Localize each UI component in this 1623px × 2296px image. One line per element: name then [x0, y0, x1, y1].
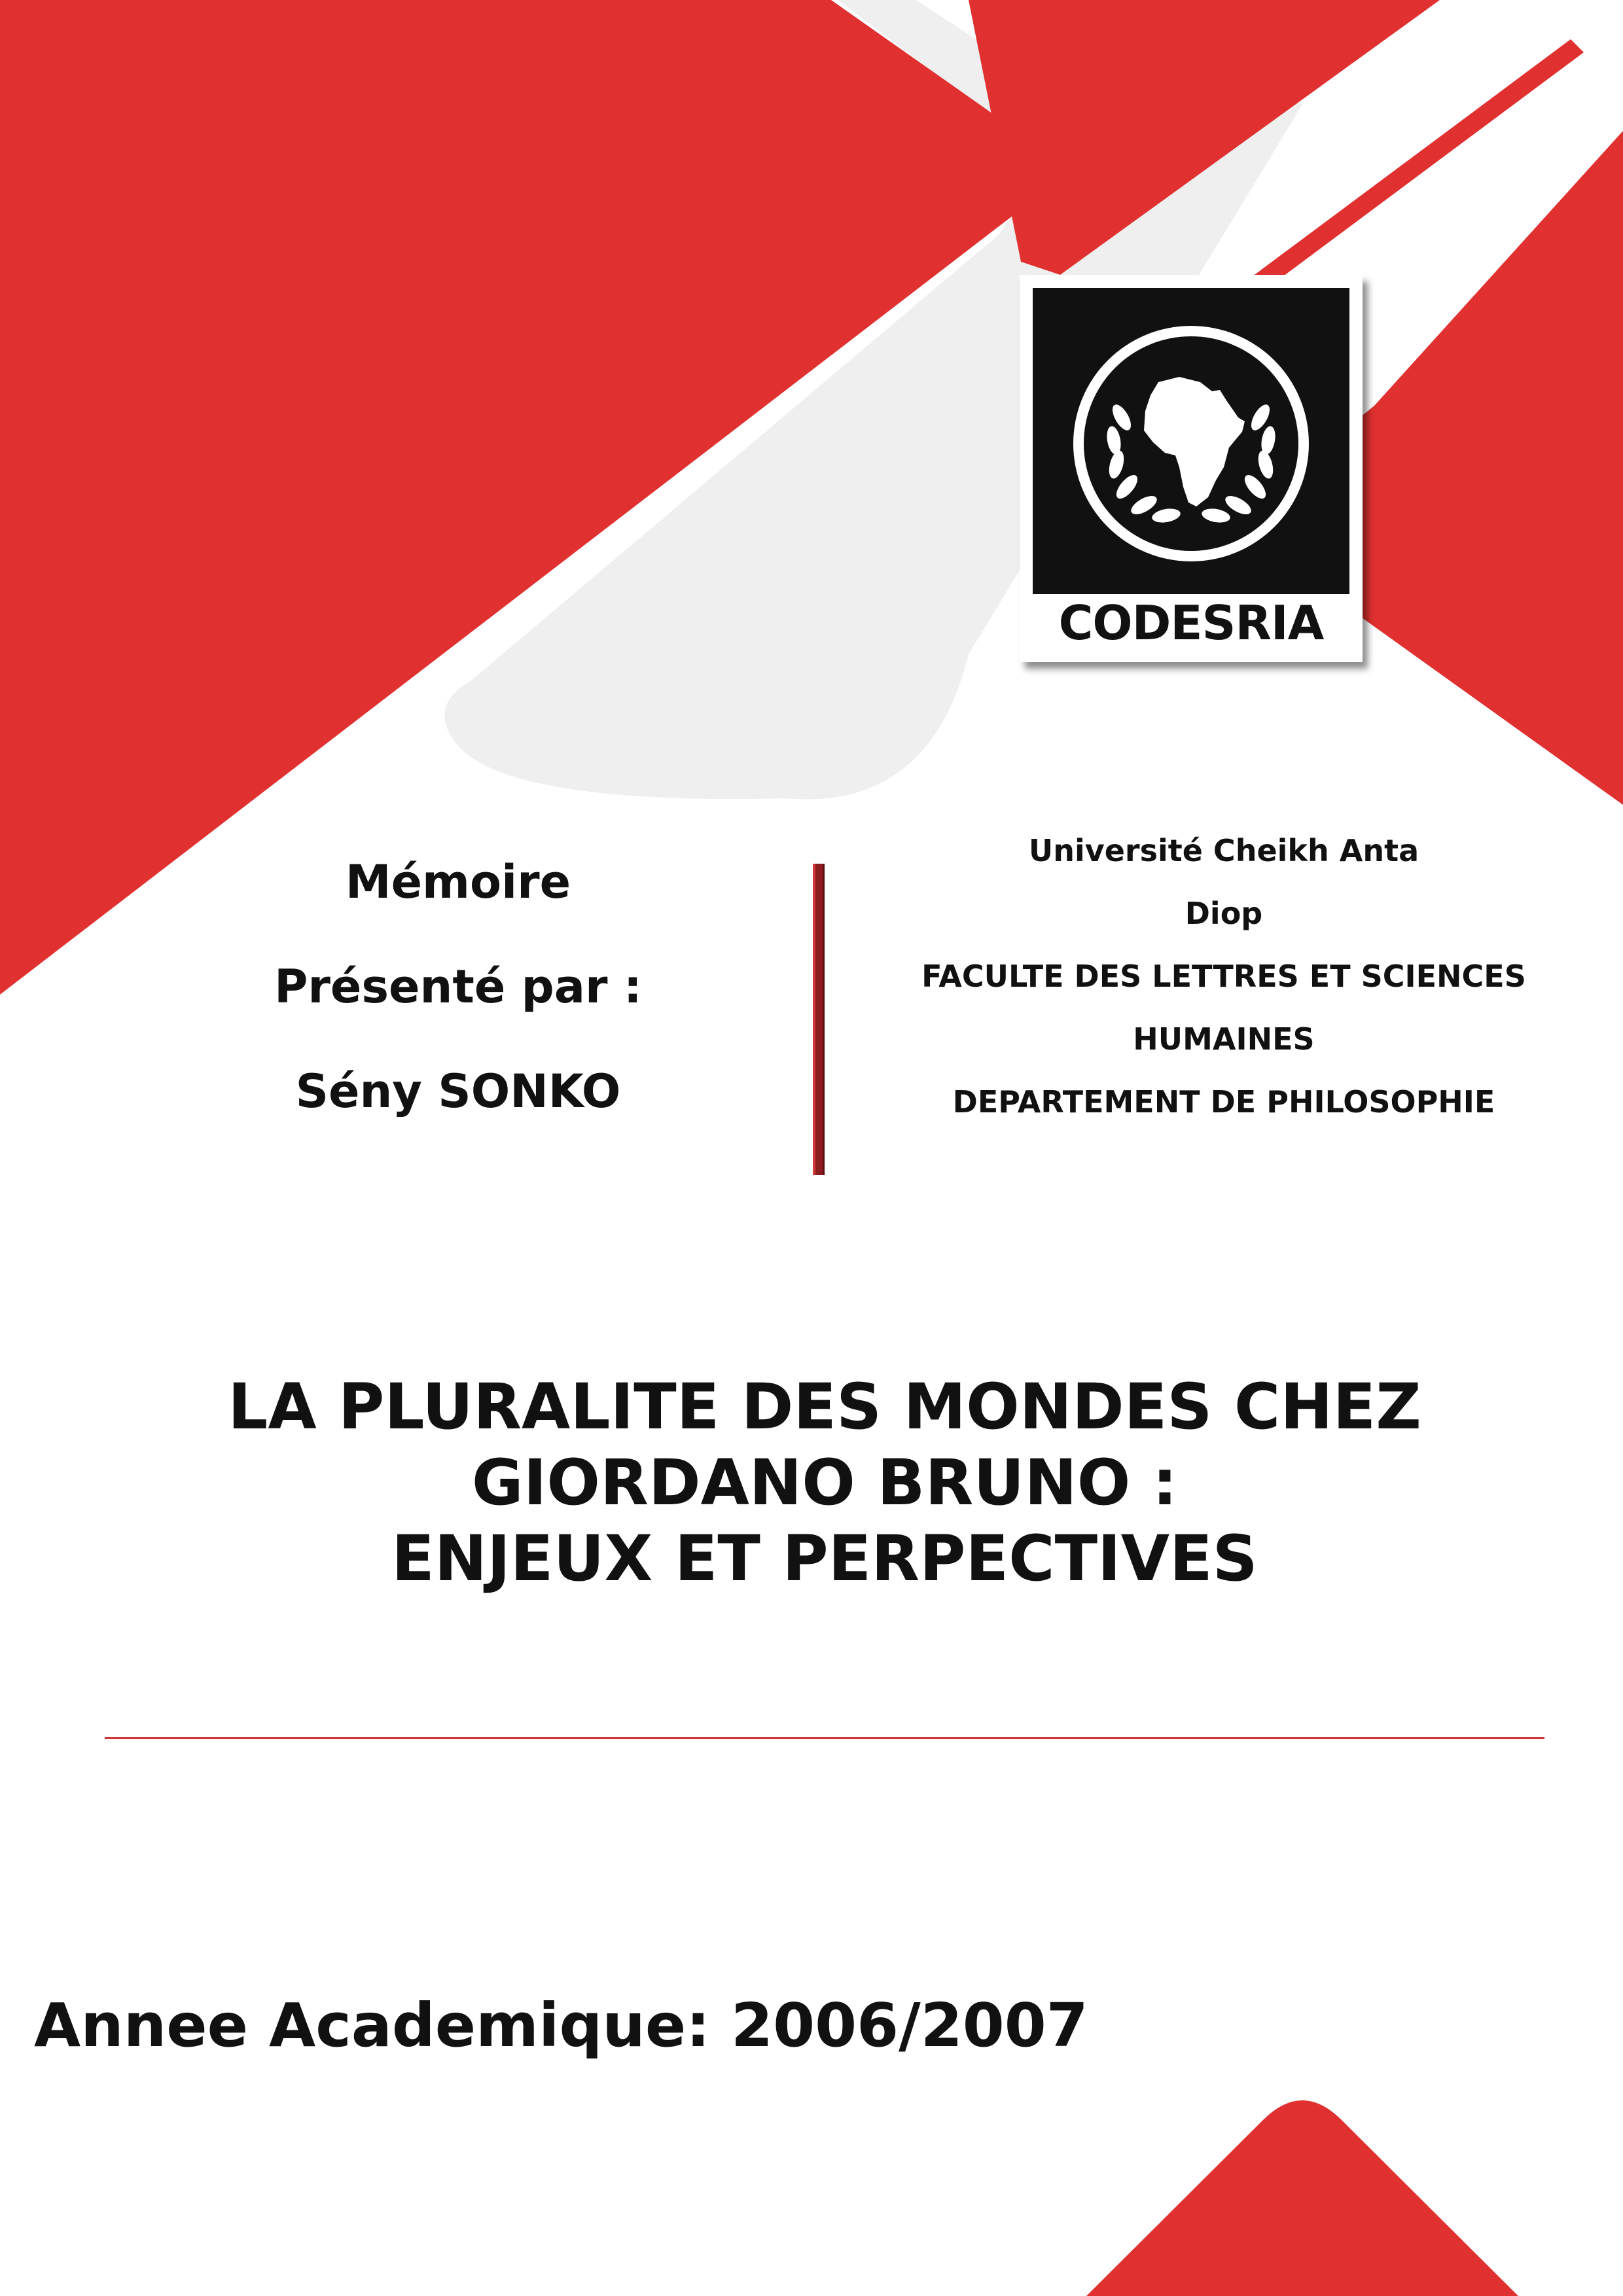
red-triangle-bottom: [1086, 2100, 1518, 2296]
logo-name-band: [1033, 584, 1349, 649]
faculty-name-line1: FACULTE DES LETTRES ET SCIENCES: [921, 959, 1526, 994]
title-separator: [105, 1737, 1544, 1739]
presented-by-label: Présenté par :: [274, 960, 642, 1014]
title-line1: LA PLURALITE DES MONDES CHEZ: [228, 1370, 1421, 1443]
title-line2: GIORDANO BRUNO :: [471, 1446, 1178, 1519]
university-name-line2: Diop: [1185, 896, 1263, 931]
faculty-name-line2: HUMAINES: [1133, 1021, 1315, 1057]
department-name: DEPARTEMENT DE PHILOSOPHIE: [952, 1084, 1495, 1120]
document-type: Mémoire: [345, 855, 571, 909]
title-line3: ENJEUX ET PERPECTIVES: [391, 1522, 1258, 1595]
logo-black-panel: [1033, 288, 1349, 649]
vertical-divider: [813, 864, 825, 1175]
codesria-logo: [1020, 275, 1363, 662]
university-name-line1: Université Cheikh Anta: [1028, 833, 1419, 868]
thesis-title: [105, 1369, 1544, 1597]
academic-year: Annee Academique: 2006/2007: [34, 1990, 1088, 2060]
institution-block: [857, 819, 1590, 1133]
author-block: [196, 830, 720, 1144]
author-name: Sény SONKO: [295, 1065, 621, 1118]
logo-name: CODESRIA: [1058, 595, 1324, 650]
codesria-africa-laurel-emblem-icon: [1048, 319, 1334, 568]
